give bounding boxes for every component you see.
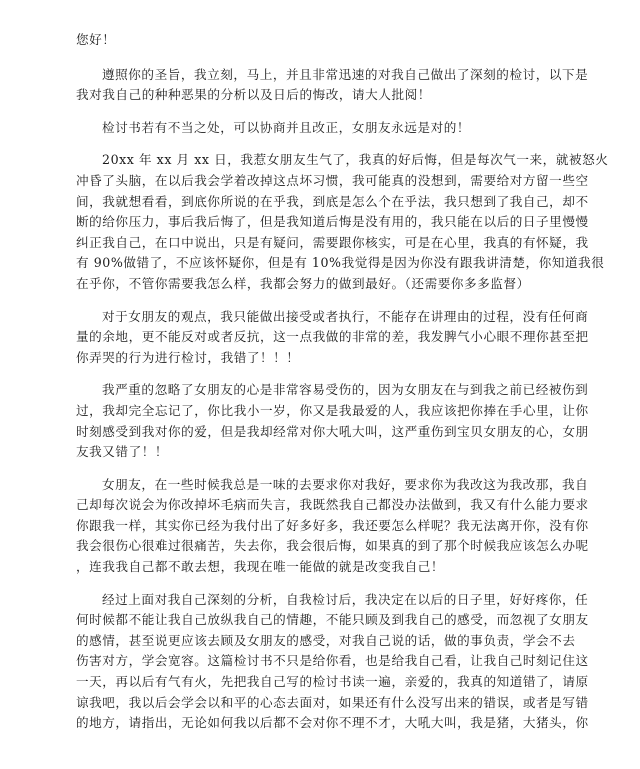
text-line: 量的余地，更不能反对或者反抗，这一点我做的非常的差，我发脾气小心眼不理你甚至把	[76, 329, 589, 345]
text-line: 伤害对方，学会宽容。这篇检讨书不只是给你看，也是给我自己看，让我自己时刻记住这	[76, 653, 589, 669]
text-line: 一天，再以后有气有火，先把我自己写的检讨书读一遍，亲爱的，我真的知道错了，请原	[76, 674, 589, 690]
text-line: 我对我自己的种种恶果的分析以及日后的悔改，请大人批阅！	[76, 87, 431, 103]
text-line: 遵照你的圣旨，我立刻，马上，并且非常迅速的对我自己做出了深刻的检讨，以下是	[102, 66, 589, 82]
text-line: 何时候都不能让我自己放纵我自己的情趣，不能只顾及到我自己的感受，而忽视了女朋友	[76, 612, 589, 628]
text-line: 的感情，甚至说更应该去顾及女朋友的感受，对我自己说的话，做的事负责，学会不去	[76, 632, 576, 648]
paragraph-7	[76, 590, 589, 734]
text-line: 你跟我一样，其实你已经为我付出了好多好多，我还要怎么样呢？我无法离开你，没有你	[76, 517, 589, 533]
paragraph-3	[76, 150, 609, 294]
text-line: 己却每次说会为你改掉坏毛病而失言，我既然我自己都没办法做到，我又有什么能力要求	[76, 497, 589, 513]
text-line: 女朋友，在一些时候我总是一味的去要求你对我好，要求你为我改这为我改那，我自	[102, 476, 589, 492]
paragraph-5	[76, 380, 589, 462]
text-line: 我严重的忽略了女朋友的心是非常容易受伤的，因为女朋友在与到我之前已经被伤到	[102, 382, 589, 398]
text-line: 你弄哭的行为进行检讨，我错了！！！	[76, 349, 300, 365]
text-line: 对于女朋友的观点，我只能做出接受或者执行，不能存在讲理由的过程，没有任何商	[102, 308, 589, 324]
text-line: 纠正我自己，在口中说出，只是有疑问，需要跟你核实，可是在心里，我真的有怀疑，我	[76, 234, 589, 250]
text-line: 20xx 年 xx 月 xx 日，我惹女朋友生气了，我真的好后悔，但是每次气一来，就被怒火	[102, 152, 609, 168]
text-line: 有 90%做错了，不应该怀疑你，但是有 10%我觉得是因为你没有跟我讲清楚，你知道我很	[76, 255, 605, 271]
text-line: 过，我却完全忘记了，你比我小一岁，你又是我最爱的人，我应该把你捧在手心里，让你	[76, 402, 589, 418]
text-line: 间，我就想看看，到底你所说的在乎我，到底是怎么个在乎法，我只想到了我自己，却不	[76, 193, 589, 209]
text-line: 冲昏了头脑，在以后我会学着改掉这点坏习惯，我可能真的没想到，需要给对方留一些空	[76, 172, 589, 188]
text-line: 谅我吧，我以后会学会以和平的心态去面对，如果还有什么没写出来的错误，或者是写错	[76, 694, 589, 710]
text-line: 断的给你压力，事后我后悔了，但是我知道后悔是没有用的，我只能在以后的日子里慢慢	[76, 214, 589, 230]
text-line: 经过上面对我自己深刻的分析，自我检讨后，我决定在以后的日子里，好好疼你，任	[102, 591, 589, 607]
paragraph-2	[76, 118, 584, 139]
greeting-line: 您好！	[76, 32, 116, 47]
text-line: 我会很伤心很难过很痛苦，失去你，我会很后悔，如果真的到了那个时候我应该怎么办呢	[76, 538, 589, 554]
text-line: 在乎你，不管你需要我怎么样，我都会努力的做到最好。（还需要你多多监督）	[76, 275, 530, 291]
text-line: 友我又错了！！	[76, 444, 169, 460]
paragraph-4	[76, 307, 589, 369]
greeting	[76, 30, 584, 51]
text-line: 检讨书若有不当之处，可以协商并且改正，女朋友永远是对的！	[102, 119, 471, 135]
paragraph-6	[76, 475, 589, 578]
paragraph-1	[76, 65, 589, 106]
text-line: 的地方，请指出，无论如何我以后都不会对你不理不才，大吼大叫，我是猪，大猪头，你	[76, 715, 589, 731]
text-line: ，连我我自己都不敢去想，我现在唯一能做的就是改变我自己！	[76, 559, 445, 575]
text-line: 时刻感受到我对你的爱，但是我却经常对你大吼大叫，这严重伤到宝贝女朋友的心，女朋	[76, 423, 589, 439]
